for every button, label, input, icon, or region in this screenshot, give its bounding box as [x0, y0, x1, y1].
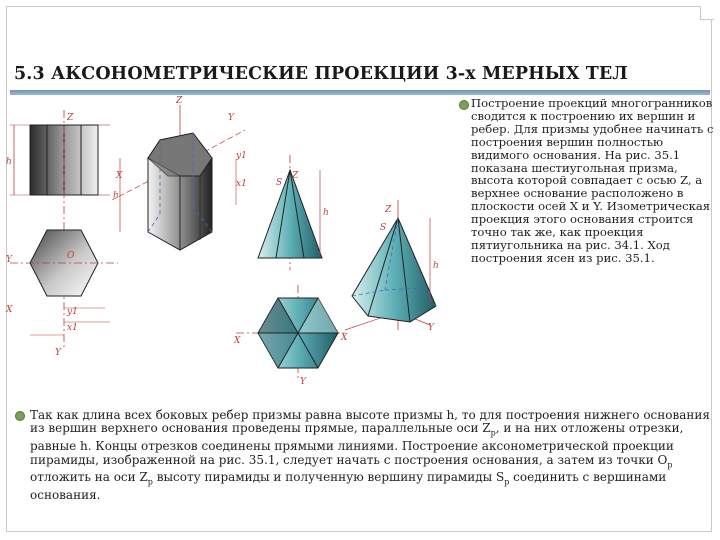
label-x1: x1 — [236, 179, 247, 189]
label-y: Y — [300, 377, 306, 387]
label-h: h — [433, 261, 439, 271]
prism-isometric — [112, 96, 247, 250]
pyramid-front-view — [258, 155, 329, 270]
right-paragraph: Построение проекций многогранников сводится к построению их вершин и ребер. Для призмы удобнее начинать с построения вершин полностью видимого основания. На рис. 35.1 показана шестиугольная призма, высота которой совпадает с осью Z, а верхнее основание расположено в плоскости осей X и Y. Изометрическая проекция этого основания строится точно так же, как проекция пятиугольника на рис. 34.1. Ход построения ясен из рис. 35.1. — [471, 96, 714, 265]
label-s: S — [380, 223, 387, 233]
label-y1: y1 — [67, 307, 78, 317]
label-x: X — [6, 305, 13, 315]
label-x: X — [341, 333, 348, 343]
label-x1: x1 — [67, 323, 78, 333]
label-x: X — [116, 171, 123, 181]
label-y: Y — [55, 348, 61, 358]
label-z: Z — [67, 113, 74, 123]
label-h: h — [323, 208, 329, 218]
prism-top-view — [5, 230, 118, 358]
label-z: Z — [292, 171, 299, 181]
pyramid-isometric — [340, 200, 439, 343]
label-h: h — [6, 157, 12, 167]
label-x: X — [234, 336, 241, 346]
label-y: Y — [6, 255, 12, 265]
label-y1: y1 — [236, 151, 247, 161]
bottom-paragraph: Так как длина всех боковых ребер призмы равна высоте призмы h, то для построения нижнего основания из вершин верхнего основания проведены прямые, параллельные оси $Z_p$, и на них отложены отрезки, равные h. Концы отрезков соединены прямыми линиями. Построение аксонометрической проекции пирамиды, изображенной на рис. 35.1, следует начать с построения основания, а затем из точки $O_p$ отложить на оси $Z_p$ высоту пирамиды и полученную вершину пирамиды $S_p$ соединить с вершинами основания. — [30, 408, 710, 503]
label-y: Y — [428, 323, 434, 333]
label-o: O — [67, 251, 75, 261]
label-z: Z — [385, 205, 392, 215]
label-z: Z — [176, 96, 183, 106]
label-h: h — [113, 191, 119, 201]
label-y: Y — [228, 113, 234, 123]
label-s: S — [276, 178, 283, 188]
slide-title: 5.3 АКСОНОМЕТРИЧЕСКИЕ ПРОЕКЦИИ 3-х МЕРНЫХ ТЕЛ — [14, 64, 628, 84]
pyramid-top-view — [233, 285, 345, 387]
